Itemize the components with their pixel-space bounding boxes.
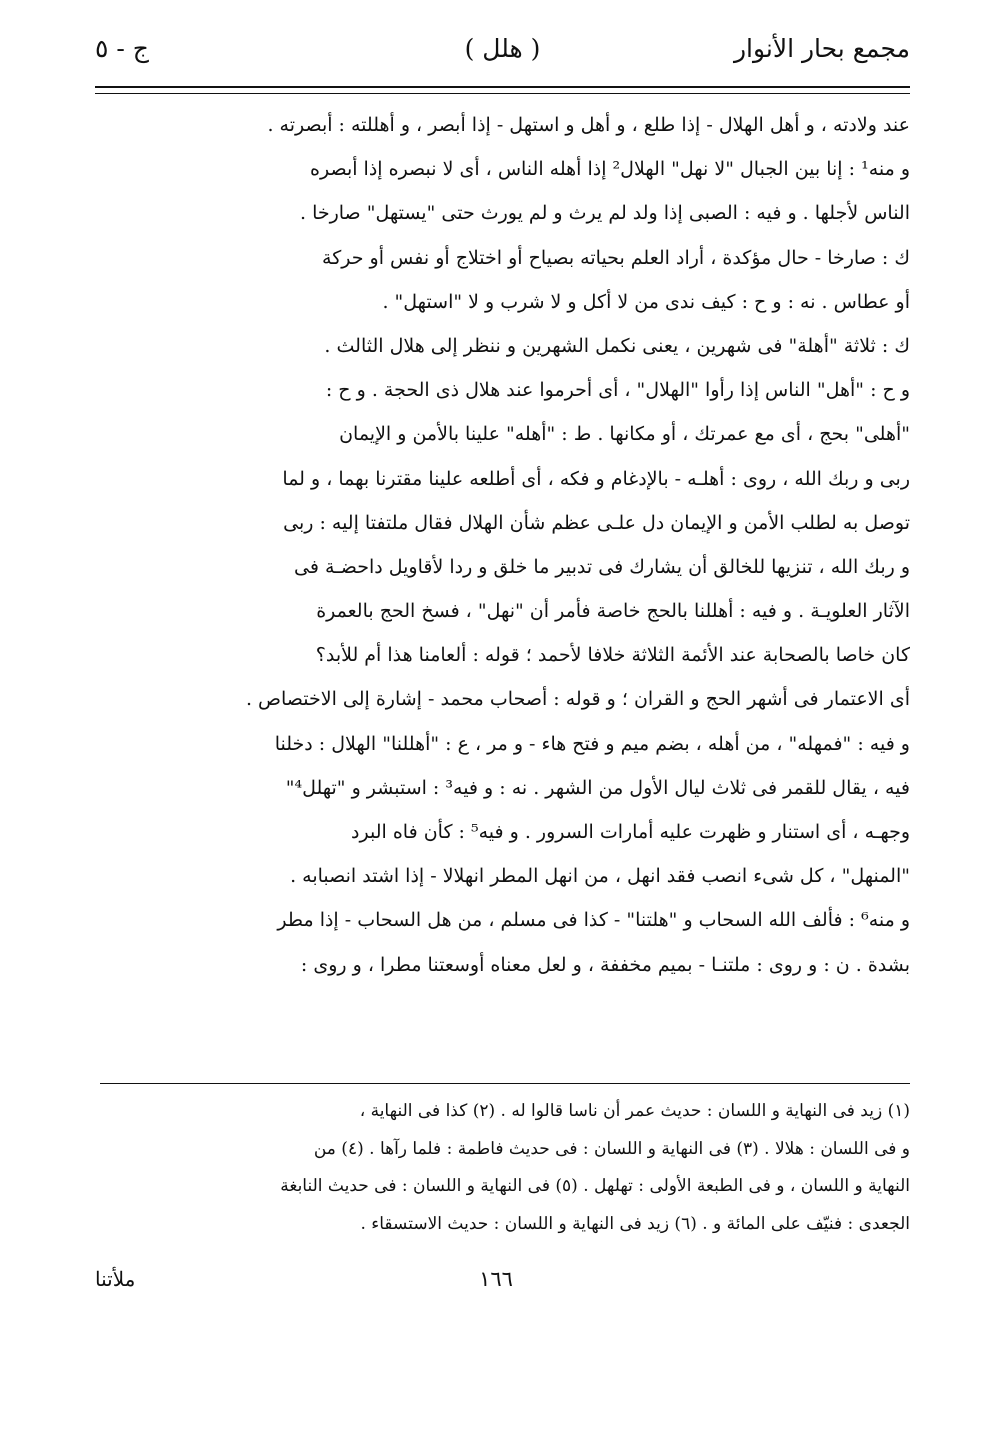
text-line: أى الاعتمار فى أشهر الحج و القران ؛ و قوله : أصحاب محمد - إشارة إلى الاختصاص . — [245, 688, 910, 711]
text-line: ربى و ربك الله ، روى : أهلـه - بالإدغام و فكه ، أى أطلعه علينا مقترنا بهما ، و لما — [282, 467, 910, 490]
text-line: كان خاصا بالصحابة عند الأئمة الثلاثة خلافا لأحمد ؛ قوله : ألعامنا هذا أم للأبد؟ — [315, 644, 910, 667]
header-rule-thin — [95, 93, 910, 94]
text-line: و منه⁶ : فألف الله السحاب و "هلتنا" - كذا فى مسلم ، من هل السحاب - إذا مطر — [277, 909, 910, 932]
text-line: ك : صارخا - حال مؤكدة ، أراد العلم بحياته بصياح أو اختلاج أو نفس أو حركة — [322, 246, 910, 269]
text-line: أو عطاس . نه : و ح : كيف ندى من لا أكل و لا شرب و لا "استهل" . — [382, 290, 910, 313]
text-line: و ربك الله ، تنزيها للخالق أن يشارك فى تدبير ما خلق و ردا لأقاويل داحضـة فى — [294, 555, 910, 578]
page-number: ١٦٦ — [479, 1267, 513, 1291]
running-header — [95, 30, 910, 78]
footnote-line: (١) زيد فى النهاية و اللسان : حديث عمر أن ناسا قالوا له . (٢) كذا فى النهاية ، — [359, 1101, 910, 1121]
text-line: وجهـه ، أى استنار و ظهرت عليه أمارات السرور . و فيه⁵ : كأن فاه البرد — [351, 821, 910, 843]
text-line: بشدة . ن : و روى : ملتنـا - بميم مخففة ، و لعل معناه أوسعتنا مطرا ، و روى : — [300, 953, 910, 976]
text-line: توصل به لطلب الأمن و الإيمان دل علـى عظم شأن الهلال فقال ملتفتا إليه : ربى — [283, 511, 910, 534]
footnote-line: النهاية و اللسان ، و فى الطبعة الأولى : تهلهل . (٥) فى النهاية و اللسان : فى حديث النابغة — [280, 1176, 910, 1196]
footnote-line: الجعدى : فنيّف على المائة و . (٦) زيد فى النهاية و اللسان : حديث الاستسقاء . — [360, 1213, 910, 1234]
text-line: "المنهل" ، كل شىء انصب فقد انهل ، من انهل المطر انهلالا - إذا اشتد انصبابه . — [290, 865, 910, 888]
main-text — [100, 103, 910, 987]
footnote-line: و فى اللسان : هلالا . (٣) فى النهاية و اللسان : فى حديث فاطمة : فلما رآها . (٤) من — [313, 1138, 910, 1159]
text-line: الناس لأجلها . و فيه : الصبى إذا ولد لم يرث و لم يورث حتى "يستهل" صارخا . — [299, 202, 910, 225]
text-line: و فيه : "فمهله" ، من أهله ، بضم ميم و فتح هاء - و مر ، ع : "أهللنا" الهلال : دخلنا — [274, 732, 910, 755]
header-rule — [95, 86, 910, 88]
text-line: و منه¹ : إنا بين الجبال "لا نهل" الهلال² إذا أهله الناس ، أى لا نبصره إذا أبصره — [310, 158, 910, 181]
entry-root-heading: ( هلل ) — [464, 34, 541, 63]
text-line: "أهلى" بحج ، أى مع عمرتك ، أو مكانها . ط : "أهله" علينا بالأمن و الإيمان — [339, 423, 910, 446]
text-line: الآثار العلويـة . و فيه : أهللنا بالحج خاصة فأمر أن "نهل" ، فسخ الحج بالعمرة — [316, 600, 910, 623]
text-line: فيه ، يقال للقمر فى ثلاث ليال الأول من الشهر . نه : و فيه³ : استبشر و "تهلل⁴" — [285, 776, 910, 799]
catchword: ملأتنا — [95, 1267, 136, 1291]
footnotes — [100, 1093, 910, 1243]
book-title: مجمع بحار الأنوار — [733, 34, 910, 63]
footnote-separator — [100, 1083, 910, 1084]
volume-number: ج - ٥ — [95, 34, 149, 63]
text-line: و ح : "أهل" الناس إذا رأوا "الهلال" ، أى أحرموا عند هلال ذى الحجة . و ح : — [325, 379, 910, 402]
text-line: ك : ثلاثة "أهلة" فى شهرين ، يعنى نكمل الشهرين و ننظر إلى هلال الثالث . — [324, 334, 910, 357]
text-line: عند ولادته ، و أهل الهلال - إذا طلع ، و أهل و استهل - إذا أبصر ، و أهللته : أبصرته . — [267, 114, 910, 136]
